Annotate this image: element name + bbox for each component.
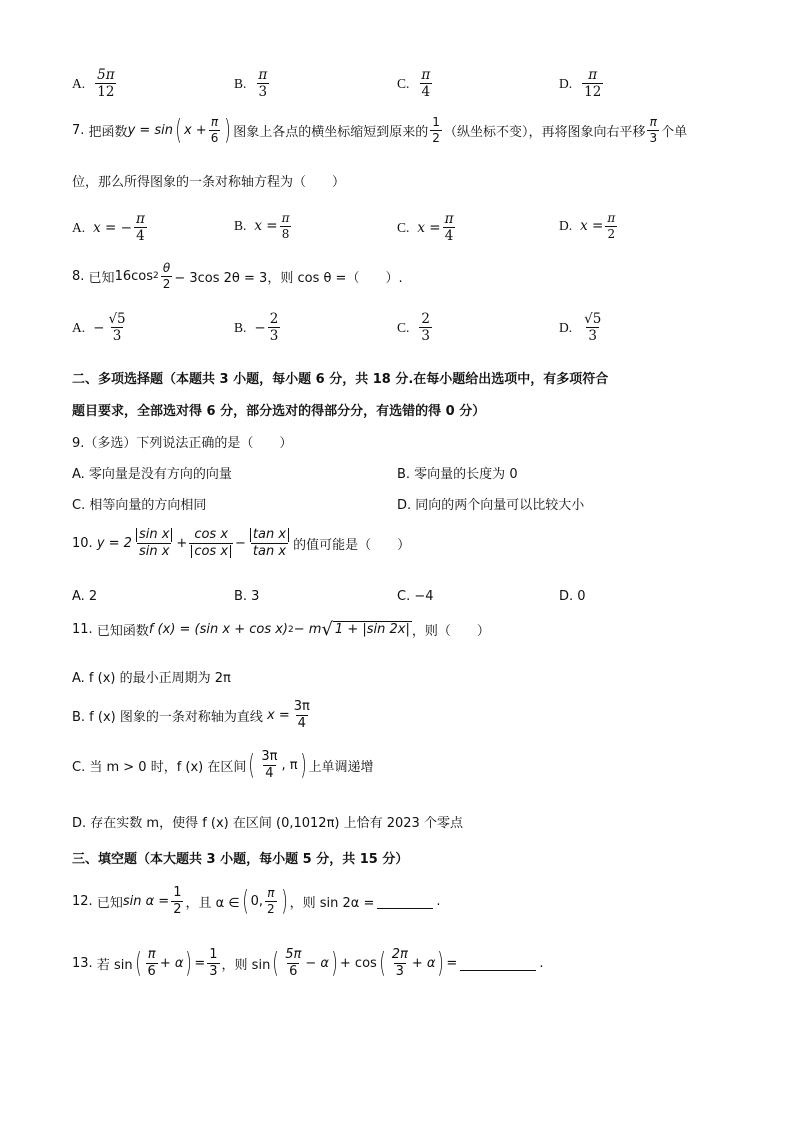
q10-option-c: C. −4: [397, 589, 434, 604]
q7-option-d: D. x = $\frac{\pi}{2}$: [559, 211, 616, 241]
q9-option-b: B. 零向量的长度为 0: [397, 467, 518, 482]
q13-answer-blank[interactable]: [460, 956, 536, 971]
section-2-heading-line1: 二、多项选择题（本题共 3 小题，每小题 6 分，共 18 分.在每小题给出选项中，有多项符合: [72, 372, 609, 387]
q7-option-a: A. x = − $\frac{\pi}{4}$: [72, 211, 145, 245]
q7-option-b: B. x = $\frac{\pi}{8}$: [234, 211, 290, 241]
q6-option-a: A. $\frac{5\pi}{12}$: [72, 67, 115, 101]
q8-option-c: C. $\frac{2}{3}$: [397, 311, 430, 345]
q6-option-b: B. $\frac{\pi}{3}$: [234, 67, 268, 101]
q7-option-c: C. x = $\frac{\pi}{4}$: [397, 211, 454, 245]
question-10: 10. y = 2 $\frac{\text{sin x}}{\text{sin x}}$ + $\frac{\text{cos x}}{\text{cos x}}$ − $\frac{\text{tan x}}{\text{tan x}}$ 的值可能是（ ）: [72, 527, 411, 559]
q11-option-a: A. f (x) 的最小正周期为 2π: [72, 671, 231, 686]
q12-answer-blank[interactable]: [377, 894, 433, 909]
question-7: 7. 把函数 y = sin ( x + $\frac{\pi}{6}$ ) 图象上各点的横坐标缩短到原来的 $\frac{1}{2}$ （纵坐标不变），再将图象向右平移 $\frac{\pi}{3}$ 个单: [72, 113, 688, 147]
q8-option-d: D. $\frac{√5}{3}$: [559, 311, 602, 345]
q9-option-d: D. 同向的两个向量可以比较大小: [397, 498, 585, 513]
q11-option-c: C. 当 m > 0 时，f (x) 在区间 ( $\frac{3\pi}{4}$ , π ) 上单调递增: [72, 748, 374, 782]
question-7-line2: 位，那么所得图象的一条对称轴方程为（ ）: [72, 175, 346, 190]
q8-option-b: B. − $\frac{2}{3}$: [234, 311, 279, 345]
q9-option-a: A. 零向量是没有方向的向量: [72, 467, 232, 482]
question-11: 11. 已知函数 f (x) = (sin x + cos x) 2 − m √ 1 + |sin 2x| ，则（ ）: [72, 618, 490, 640]
q10-option-d: D. 0: [559, 589, 586, 604]
question-12: 12. 已知 sin α = $\frac{1}{2}$ ，且 α ∈ ( 0, $\frac{\pi}{2}$ ) ，则 sin 2α = .: [72, 884, 441, 918]
q6-option-d: D. $\frac{\pi}{12}$: [559, 67, 602, 101]
q11-option-b: B. f (x) 图象的一条对称轴为直线 x = $\frac{3\pi}{4}$: [72, 699, 310, 731]
question-8: 8. 已知 16cos 2 $\frac{\theta}{2}$ − 3cos 2θ = 3，则 cos θ =（ ）.: [72, 261, 403, 291]
q6-option-c: C. $\frac{\pi}{4}$: [397, 67, 431, 101]
section-2-heading-line2: 题目要求，全部选对得 6 分，部分选对的得部分分，有选错的得 0 分）: [72, 404, 486, 419]
question-9: 9.（多选）下列说法正确的是（ ）: [72, 436, 293, 451]
q8-option-a: A. − $\frac{√5}{3}$: [72, 311, 126, 345]
q10-option-b: B. 3: [234, 589, 260, 604]
q9-option-c: C. 相等向量的方向相同: [72, 498, 207, 513]
q10-option-a: A. 2: [72, 589, 98, 604]
section-3-heading: 三、填空题（本大题共 3 小题，每小题 5 分，共 15 分）: [72, 852, 409, 867]
q11-option-d: D. 存在实数 m，使得 f (x) 在区间 (0,1012π) 上恰有 2023 个零点: [72, 816, 463, 831]
question-13: 13. 若 sin ( $\frac{\pi}{6}$ + α ) = $\frac{1}{3}$ ，则 sin ( $\frac{5\pi}{6}$ − α ) + cos ( $\frac{2\pi}{3}$ + α ) = .: [72, 946, 544, 980]
